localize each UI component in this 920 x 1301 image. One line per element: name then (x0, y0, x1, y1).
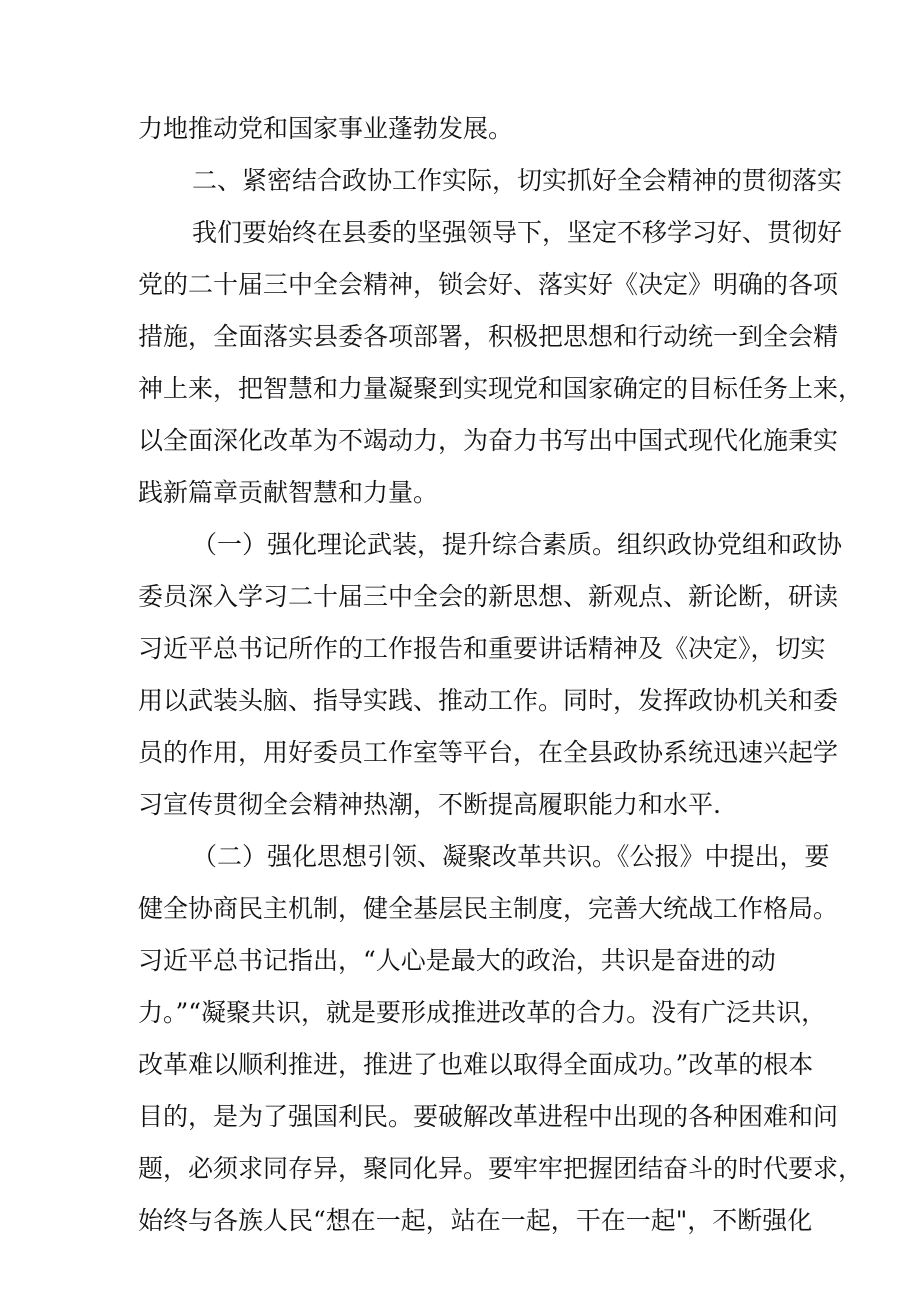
text-line: 神上来，把智慧和力量凝聚到实现党和国家确定的目标任务上来， (138, 374, 864, 403)
text-line: （二）强化思想引领、凝聚改革共识。《公报》中提出，要 (192, 842, 830, 871)
text-line: 题，必须求同存异，聚同化异。要牢牢把握团结奋斗的时代要求， (138, 1154, 864, 1183)
text-line: 措施，全面落实县委各项部署，积极把思想和行动统一到全会精 (138, 322, 839, 351)
text-line: 用以武装头脑、指导实践、推动工作。同时，发挥政协机关和委 (138, 686, 839, 715)
text-line: 习近平总书记所作的工作报告和重要讲话精神及《决定》，切实 (138, 634, 826, 663)
text-line: 始终与各族人民“想在一起，站在一起，干在一起"，不断强化 (138, 1206, 813, 1235)
text-line: 以全面深化改革为不竭动力，为奋力书写出中国式现代化施秉实 (138, 426, 839, 455)
text-line: 践新篇章贡献智慧和力量。 (138, 478, 439, 507)
text-line: 健全协商民主机制，健全基层民主制度，完善大统战工作格局。 (138, 894, 839, 923)
text-line: 力。”“凝聚共识，就是要形成推进改革的合力。没有广泛共识， (138, 998, 827, 1027)
text-line: 目的，是为了强国利民。要破解改革进程中出现的各种困难和问 (138, 1102, 839, 1131)
text-line: 我们要始终在县委的坚强领导下，坚定不移学习好、贯彻好 (192, 218, 843, 247)
text-line: 力地推动党和国家事业蓬勃发展。 (138, 114, 514, 143)
section-heading: 二、紧密结合政协工作实际，切实抓好全会精神的贯彻落实 (192, 166, 843, 195)
text-line: 党的二十届三中全会精神，锁会好、落实好《决定》明确的各项 (138, 270, 839, 299)
text-line: 员的作用，用好委员工作室等平台，在全县政协系统迅速兴起学 (138, 738, 839, 767)
text-line: 改革难以顺利推进，推进了也难以取得全面成功。”改革的根本 (138, 1050, 814, 1079)
text-line: 习近平总书记指出，“人心是最大的政治，共识是奋进的动 (138, 946, 776, 975)
text-line: 委员深入学习二十届三中全会的新思想、新观点、新论断，研读 (138, 582, 839, 611)
text-line: 习宣传贯彻全会精神热潮，不断提高履职能力和水平. (138, 790, 721, 819)
text-line: （一）强化理论武装，提升综合素质。组织政协党组和政协 (192, 530, 843, 559)
